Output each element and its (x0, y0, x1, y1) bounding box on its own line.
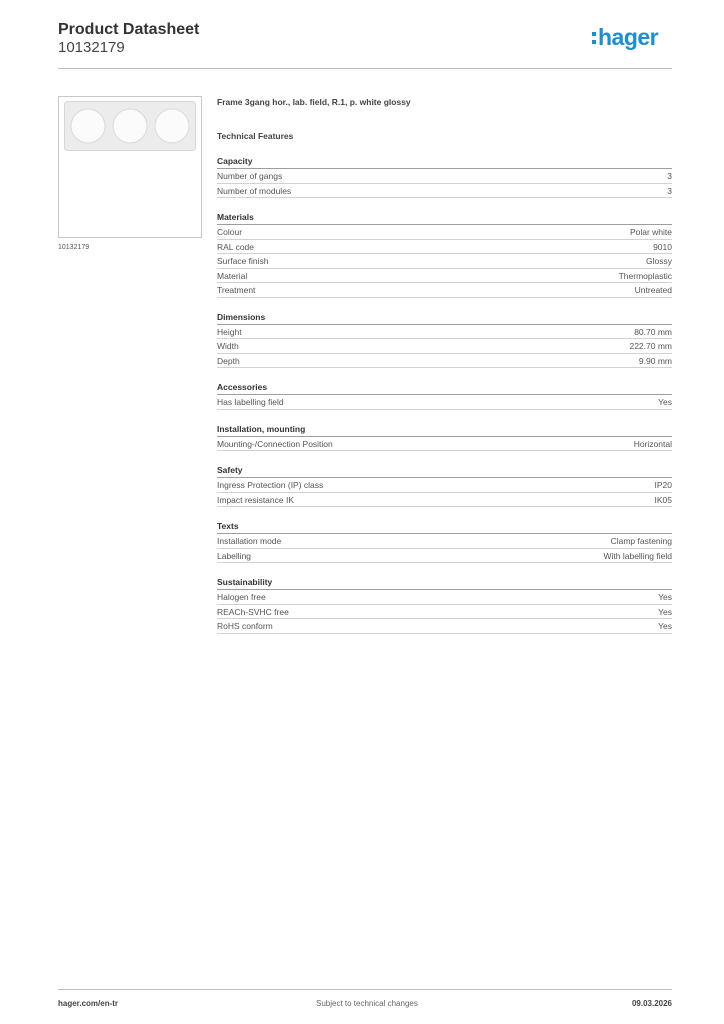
logo-wordmark: hager (598, 24, 659, 50)
feature-row (217, 493, 672, 508)
feature-label: Has labelling field (217, 397, 284, 407)
feature-row (217, 269, 672, 284)
product-description: Frame 3gang hor., lab. field, R.1, p. white glossy (217, 97, 411, 107)
section-sustainability (217, 576, 672, 634)
feature-label: Installation mode (217, 536, 282, 546)
feature-row (217, 437, 672, 452)
section-title: Accessories (217, 381, 672, 395)
image-caption: 10132179 (58, 244, 90, 251)
feature-value: Horizontal (633, 438, 672, 449)
section-title: Safety (217, 464, 672, 478)
feature-label: Depth (217, 355, 240, 366)
section-accessories (217, 381, 672, 410)
header-divider (58, 68, 672, 69)
product-image-box (58, 96, 202, 238)
feature-value: IP20 (654, 480, 672, 490)
feature-label: Treatment (217, 285, 256, 295)
logo-dots-icon (592, 32, 596, 48)
section-dimensions (217, 311, 672, 369)
feature-value: IK05 (654, 494, 672, 505)
feature-row (217, 240, 672, 255)
feature-label: Number of gangs (217, 171, 283, 181)
feature-row (217, 254, 672, 269)
section-capacity (217, 155, 672, 198)
section-title: Materials (217, 211, 672, 225)
section-materials (217, 211, 672, 298)
section-title: Texts (217, 520, 672, 534)
feature-value: Glossy (646, 256, 672, 266)
feature-value: Untreated (634, 285, 672, 295)
page-title: Product Datasheet (58, 21, 200, 38)
feature-label: Impact resistance IK (217, 494, 295, 505)
section-safety (217, 464, 672, 507)
feature-label: REACh-SVHC free (217, 606, 289, 617)
feature-row (217, 395, 672, 410)
feature-value: 3 (667, 171, 672, 181)
feature-label: Width (217, 341, 239, 351)
section-title: Installation, mounting (217, 423, 672, 437)
feature-label: Halogen free (217, 592, 266, 602)
feature-label: Labelling (217, 550, 252, 561)
footer-date: 09.03.2026 (631, 999, 672, 1008)
feature-value: Thermoplastic (618, 270, 672, 281)
feature-value: Yes (658, 397, 672, 407)
feature-value: Polar white (629, 227, 672, 237)
feature-row (217, 283, 672, 298)
feature-label: Material (217, 270, 248, 281)
feature-value: 9010 (653, 241, 672, 252)
feature-value: 9.90 mm (638, 355, 672, 366)
section-installation-mounting (217, 423, 672, 452)
feature-value: With labelling field (603, 550, 672, 561)
feature-row (217, 354, 672, 369)
hager-logo (592, 26, 658, 49)
footer-divider (58, 989, 672, 990)
feature-label: Colour (217, 227, 243, 237)
feature-label: Surface finish (217, 256, 269, 266)
feature-value: 80.70 mm (634, 326, 672, 337)
section-title: Sustainability (217, 576, 672, 590)
technical-features-title: Technical Features (217, 131, 294, 141)
feature-row (217, 605, 672, 620)
feature-row (217, 325, 672, 340)
feature-value: Yes (658, 606, 672, 617)
feature-label: Height (217, 326, 242, 337)
feature-row (217, 478, 672, 493)
feature-label: Mounting-/Connection Position (217, 438, 333, 449)
feature-row (217, 339, 672, 354)
section-texts (217, 520, 672, 563)
feature-sections (217, 155, 672, 634)
footer-website: hager.com/en-tr (58, 999, 119, 1008)
datasheet-content (217, 96, 672, 634)
section-title: Capacity (217, 155, 672, 169)
feature-row (217, 590, 672, 605)
feature-label: RAL code (217, 241, 255, 252)
feature-row (217, 169, 672, 184)
feature-value: Yes (658, 621, 672, 631)
article-number: 10132179 (58, 39, 125, 56)
feature-value: Clamp fastening (610, 536, 672, 546)
feature-row (217, 534, 672, 549)
feature-row (217, 225, 672, 240)
product-frame-image (64, 101, 196, 151)
feature-row (217, 619, 672, 634)
feature-value: 3 (667, 185, 672, 196)
feature-row (217, 184, 672, 199)
feature-label: RoHS conform (217, 621, 273, 631)
feature-value: 222.70 mm (629, 341, 672, 351)
feature-value: Yes (658, 592, 672, 602)
feature-label: Number of modules (217, 185, 292, 196)
section-title: Dimensions (217, 311, 672, 325)
footer-notice: Subject to technical changes (316, 999, 418, 1008)
feature-label: Ingress Protection (IP) class (217, 480, 324, 490)
feature-row (217, 549, 672, 564)
